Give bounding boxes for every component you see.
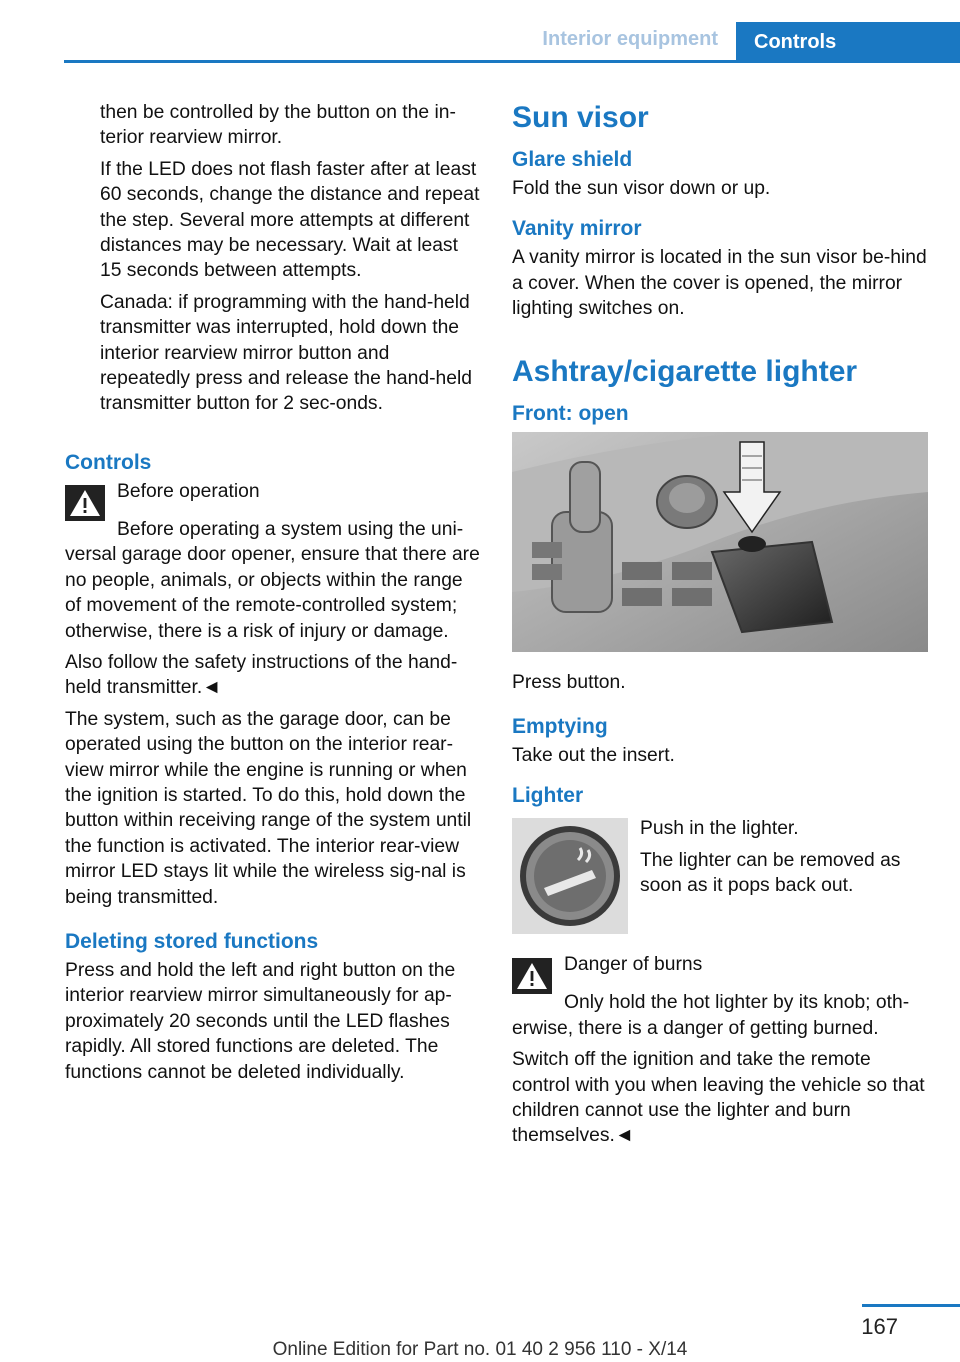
warning-danger-of-burns [512,952,930,994]
heading-controls: Controls [65,450,152,474]
warning-body: Only hold the hot lighter by its knob; oth-erwise, there is a danger of getting burned. [512,992,910,1039]
warning-triangle-icon [65,485,105,521]
heading-vanity-mirror: Vanity mirror [512,217,642,241]
paragraph: The system, such as the garage door, can be operated using the button on the interior rear-view mirror while the engine is running or when the ignition is started. To do this, hold down the button within receiving range of the system until the function is activated. The interior rear-view mirror LED stays lit while the wireless sig-nal is being transmitted. [65,708,472,908]
footer-rule [862,1304,960,1307]
heading-deleting-stored-functions: Deleting stored functions [65,929,319,953]
paragraph: Push in the lighter. [640,818,799,840]
paragraph: Press button. [512,671,626,693]
cigarette-lighter-icon [512,818,628,934]
right-column [512,100,930,1155]
page-number: 167 [861,1314,898,1339]
warning-followup: Also follow the safety instructions of the hand-held transmitter.◄ [65,651,458,699]
warning-title: Danger of burns [564,954,703,976]
heading-ashtray-cigarette-lighter: Ashtray/cigarette lighter [512,354,858,388]
heading-glare-shield: Glare shield [512,148,633,171]
paragraph: A vanity mirror is located in the sun visor be-hind a cover. When the cover is opened, the mirror lighting switches on. [512,247,927,320]
header-rule [64,60,960,63]
paragraph: The lighter can be removed as soon as it pops back out. [640,849,901,897]
paragraph: Take out the insert. [512,745,675,767]
heading-front-open: Front: open [512,401,629,425]
edition-line: Online Edition for Part no. 01 40 2 956 110 - X/14 [272,1339,688,1360]
paragraph: then be controlled by the button on the in-terior rearview mirror. [100,102,456,149]
heading-sun-visor: Sun visor [512,101,649,134]
warning-body: Before operating a system using the uni-versal garage door opener, ensure that there are no people, animals, or objects within the range of movement of the remote-controlled system; otherwise, there is a risk of injury or damage. [65,518,480,642]
heading-emptying: Emptying [512,715,608,739]
ashtray-console-photo [512,432,928,652]
warning-triangle-icon [512,958,552,994]
paragraph: Canada: if programming with the hand-held transmitter was interrupted, hold down the interior rearview mirror button and repeatedly press and release the hand-held transmitter button for 2 sec-onds. [100,291,472,415]
paragraph: Fold the sun visor down or up. [512,178,771,199]
header-chapter-tab: Controls [736,22,960,63]
paragraph: Switch off the ignition and take the remote control with you when leaving the vehicle so that children cannot use the lighter and burn themselves.◄ [512,1049,925,1147]
paragraph: Press and hold the left and right button on the interior rearview mirror simultaneously for ap-proximately 20 seconds until the LED flashes rapidly. All stored functions are deleted. The functions cannot be deleted individually. [65,959,456,1083]
heading-lighter: Lighter [512,784,584,808]
lighter-block [512,816,930,934]
warning-title: Before operation [117,480,260,502]
left-column [65,100,480,1091]
header-section-title: Interior equipment [542,28,718,50]
warning-before-operation [65,479,480,521]
paragraph: If the LED does not flash faster after at least 60 seconds, change the distance and repeat the step. Several more attempts at different distances may be necessary. Wait at least 15 seconds between attempts. [100,158,480,282]
